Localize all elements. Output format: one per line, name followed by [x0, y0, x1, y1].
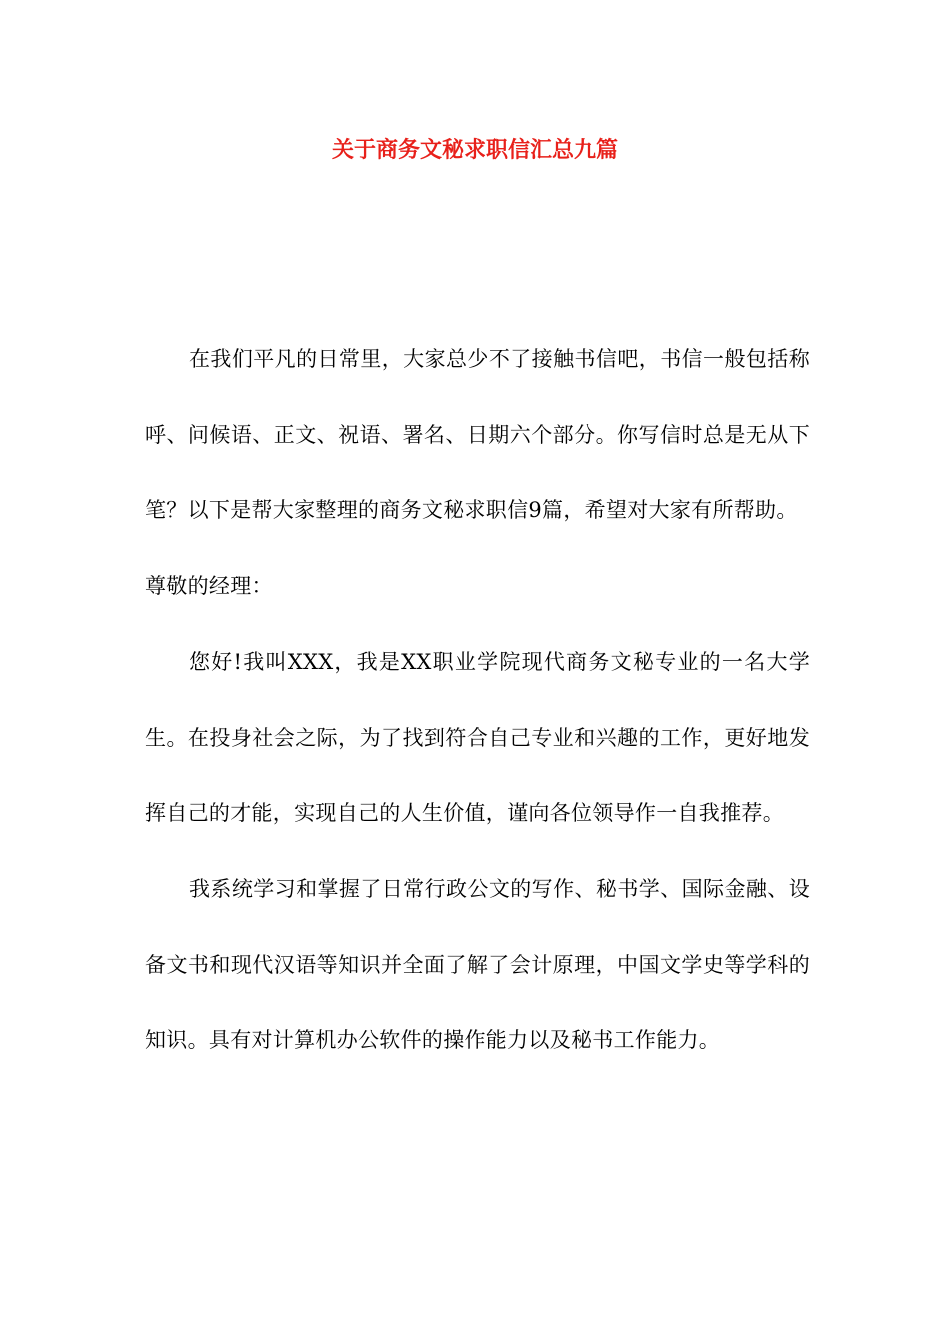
document-title: 关于商务文秘求职信汇总九篇 [331, 138, 618, 163]
document-body [145, 322, 810, 1079]
paragraph-intro: 在我们平凡的日常里，大家总少不了接触书信吧，书信一般包括称呼、问候语、正文、祝语、署名、日期六个部分。你写信时总是无从下笔？以下是帮大家整理的商务文秘求职信9篇，希望对大家有所帮助。 [145, 347, 810, 523]
paragraph-salutation: 尊敬的经理： [145, 574, 273, 599]
paragraph-education: 我系统学习和掌握了日常行政公文的写作、秘书学、国际金融、设备文书和现代汉语等知识并全面了解了会计原理，中国文学史等学科的知识。具有对计算机办公软件的操作能力以及秘书工作能力。 [145, 876, 810, 1053]
paragraph-self-introduction: 您好!我叫XXX，我是XX职业学院现代商务文秘专业的一名大学生。在投身社会之际，为了找到符合自己专业和兴趣的工作，更好地发挥自己的才能，实现自己的人生价值，谨向各位领导作一自我推荐。 [145, 649, 810, 826]
